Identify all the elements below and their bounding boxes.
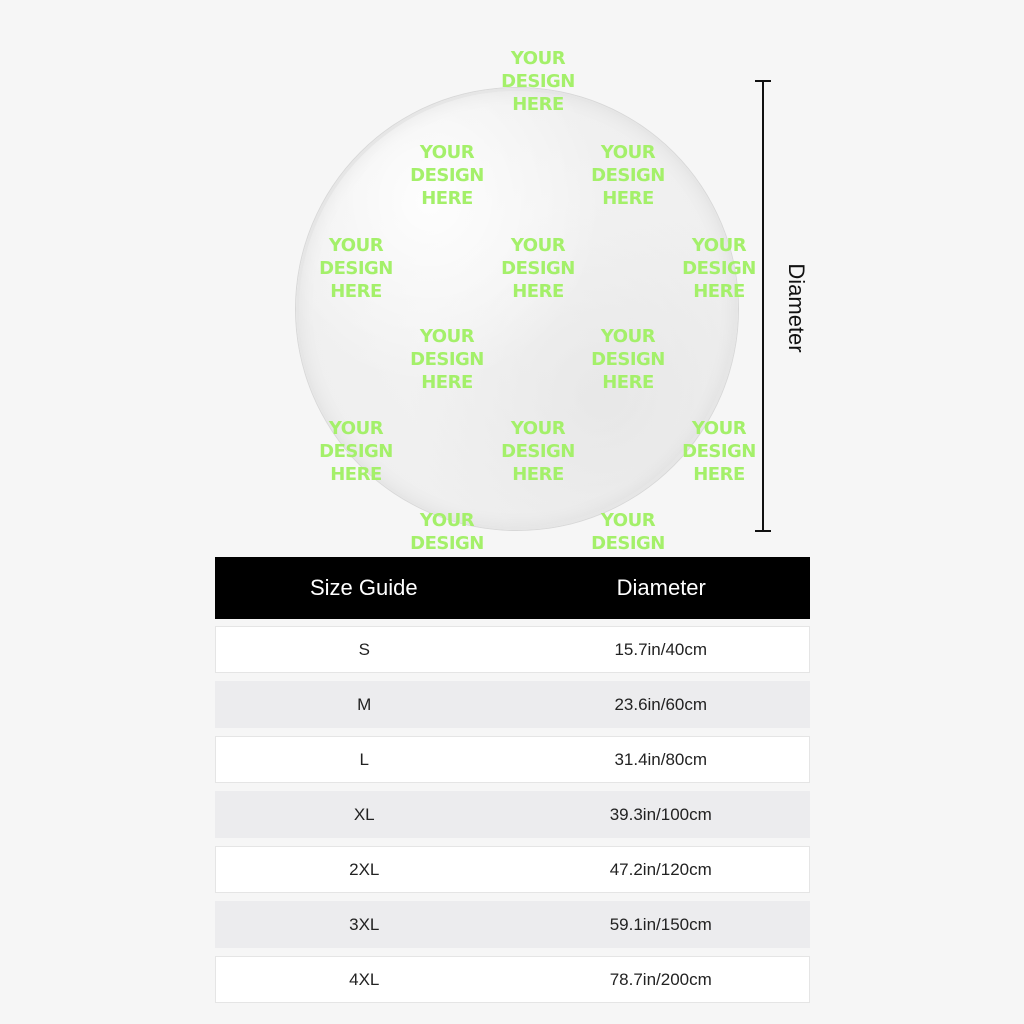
design-placeholder-text: YOUR DESIGN HERE xyxy=(410,142,484,209)
dimension-line xyxy=(762,80,764,532)
size-cell: XL xyxy=(353,804,375,824)
size-cell: 2XL xyxy=(349,859,380,879)
dimension-bottom-cap xyxy=(755,530,771,532)
diameter-cell: 78.7in/200cm xyxy=(609,969,712,989)
size-cell: 4XL xyxy=(349,969,380,989)
round-rug xyxy=(296,48,756,554)
size-cell: M xyxy=(357,694,372,714)
diameter-cell: 15.7in/40cm xyxy=(614,639,708,659)
size-cell: S xyxy=(358,639,370,659)
design-placeholder-text: YOUR DESIGN xyxy=(410,510,484,554)
table-row xyxy=(215,681,810,728)
diameter-cell: 23.6in/60cm xyxy=(614,694,708,714)
size-cell: L xyxy=(359,749,369,769)
design-placeholder-text: YOUR DESIGN HERE xyxy=(591,326,665,393)
table-row xyxy=(215,626,810,673)
design-placeholder-text: YOUR DESIGN HERE xyxy=(410,326,484,393)
diameter-cell: 59.1in/150cm xyxy=(609,914,712,934)
design-placeholder-text: YOUR DESIGN HERE xyxy=(682,235,756,302)
design-placeholder-text: YOUR DESIGN HERE xyxy=(501,418,575,485)
design-placeholder-text: YOUR DESIGN HERE xyxy=(501,235,575,302)
table-row xyxy=(215,736,810,783)
design-placeholder-text: YOUR DESIGN HERE xyxy=(319,235,393,302)
diameter-cell: 47.2in/120cm xyxy=(609,859,712,879)
design-placeholder-text: YOUR DESIGN HERE xyxy=(682,418,756,485)
design-placeholder-text: YOUR DESIGN HERE xyxy=(319,418,393,485)
header-size-guide: Size Guide xyxy=(309,575,418,600)
table-row xyxy=(215,846,810,893)
diameter-cell: 39.3in/100cm xyxy=(609,804,712,824)
table-row xyxy=(215,956,810,1003)
table-row xyxy=(215,791,810,838)
table-row xyxy=(215,901,810,948)
size-cell: 3XL xyxy=(349,914,380,934)
rug-image xyxy=(296,48,756,554)
design-placeholder-text: YOUR DESIGN HERE xyxy=(501,48,575,115)
design-placeholder-text: YOUR DESIGN xyxy=(591,510,665,554)
table-header xyxy=(215,557,810,619)
size-guide-table xyxy=(215,557,810,1011)
design-placeholder-text: YOUR DESIGN HERE xyxy=(591,142,665,209)
header-diameter: Diameter xyxy=(616,575,706,600)
diameter-cell: 31.4in/80cm xyxy=(614,749,708,769)
dimension-label: Diameter xyxy=(784,263,809,353)
